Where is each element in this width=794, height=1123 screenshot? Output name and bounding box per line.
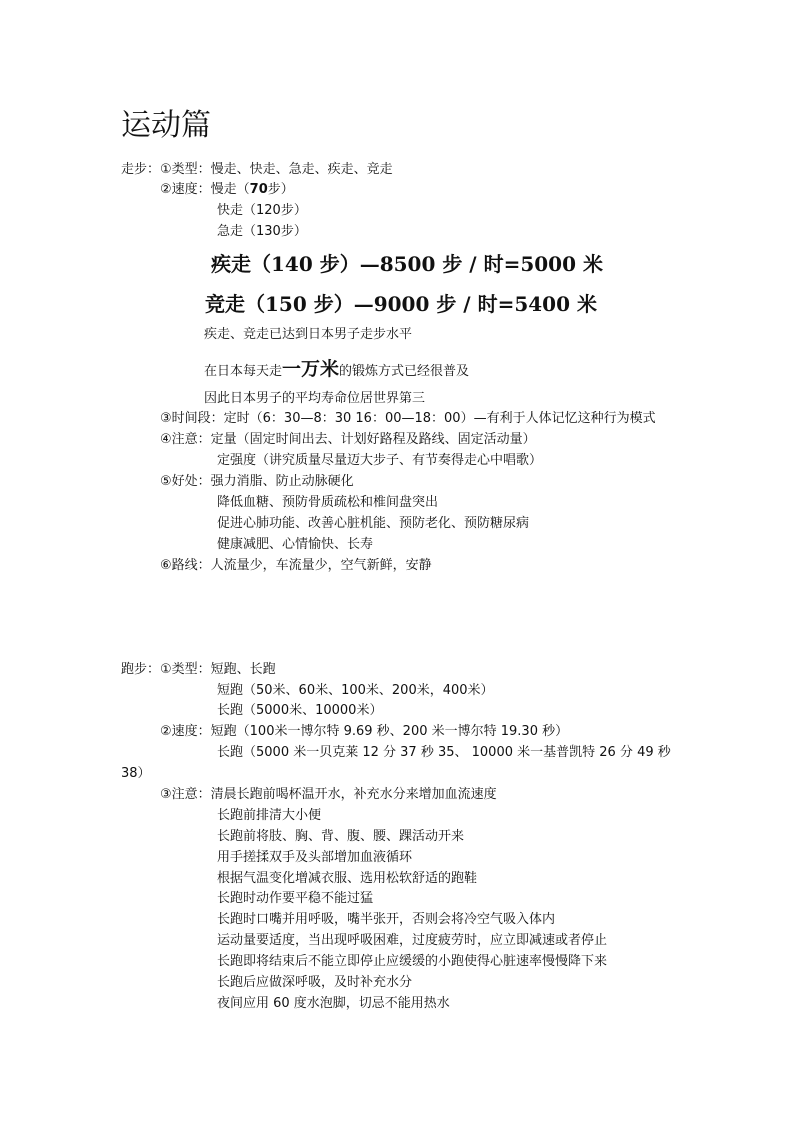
running-type-line [121, 660, 276, 680]
running-note: 运动量要适度，当出现呼吸困难，过度疲劳时，应立即减速或者停止 [217, 933, 608, 948]
walking-time-period: ③时间段：定时（6：30—8：30 16：00—18：00）—有利于人体记忆这种行为模式 [160, 411, 656, 426]
walking-route: ⑥路线：人流量少，车流量少，空气新鲜，安静 [160, 558, 432, 573]
walking-note-2 [204, 354, 469, 387]
running-long-def: 长跑（5000米、10000米） [217, 703, 383, 718]
running-note: 长跑前将肢、胸、背、腹、腰、踝活动开来 [217, 829, 465, 844]
walking-benefit-4: 健康减肥、心情愉快、长寿 [217, 537, 374, 552]
walking-attention-2: 定强度（讲究质量尽量迈大步子、有节奏得走心中唱歌） [217, 453, 543, 468]
running-speed-2-wrap: 38） [121, 766, 151, 781]
walking-note-2-pre: 在日本每天走 [204, 364, 283, 379]
walking-note-2-emph: 一万米 [282, 358, 340, 380]
walking-type-line [121, 160, 393, 180]
walking-note-2-post: 的锻炼方式已经很普及 [339, 364, 470, 379]
walking-note-1: 疾走、竞走已达到日本男子走步水平 [204, 327, 413, 342]
running-speed-2: 长跑（5000 米一贝克莱 12 分 37 秒 35、 10000 米一基普凯特 26 分 49 秒 [217, 745, 671, 760]
walking-brisk-highlight: 疾走（140 步）—8500 步 / 时=5000 米 [211, 252, 603, 276]
running-note: 夜间应用 60 度水泡脚，切忌不能用热水 [217, 996, 450, 1011]
walking-speed-slow-pre: 慢走（ [210, 182, 250, 197]
running-note: 根据气温变化增减衣服、选用松软舒适的跑鞋 [217, 871, 478, 886]
walking-speed-slow-num: 70 [249, 182, 268, 197]
running-type: ①类型：短跑、长跑 [160, 662, 276, 677]
running-lead: 跑步： [121, 662, 161, 677]
running-note: 长跑时动作要平稳不能过猛 [217, 891, 374, 906]
running-short-def: 短跑（50米、60米、100米、200米，400米） [217, 683, 494, 698]
walking-lead: 走步： [121, 162, 161, 177]
walking-speed-hurry: 急走（130步） [217, 224, 307, 239]
walking-speed-label: ②速度： [160, 182, 211, 197]
walking-speed-slow [160, 180, 294, 200]
walking-type: ①类型：慢走、快走、急走、疾走、竞走 [160, 162, 393, 177]
running-note: 长跑即将结束后不能立即停止应缓缓的小跑使得心脏速率慢慢降下来 [217, 954, 608, 969]
running-note: 长跑后应做深呼吸，及时补充水分 [217, 975, 413, 990]
walking-race-highlight: 竞走（150 步）—9000 步 / 时=5400 米 [205, 292, 597, 316]
running-speed-1: ②速度：短跑（100米一博尔特 9.69 秒、200 米一博尔特 19.30 秒） [160, 724, 569, 739]
walking-benefit-3: 促进心肺功能、改善心脏机能、预防老化、预防糖尿病 [217, 516, 530, 531]
walking-benefit-2: 降低血糖、预防骨质疏松和椎间盘突出 [217, 495, 439, 510]
running-note: 长跑时口嘴并用呼吸，嘴半张开，否则会将冷空气吸入体内 [217, 912, 556, 927]
running-note: 长跑前排清大小便 [217, 808, 322, 823]
walking-speed-slow-post: 步） [267, 182, 294, 197]
walking-note-3: 因此日本男子的平均寿命位居世界第三 [204, 391, 426, 406]
walking-attention-1: ④注意：定量（固定时间出去、计划好路程及路线、固定活动量） [160, 432, 536, 447]
running-note: 用手搓揉双手及头部增加血液循环 [217, 850, 413, 865]
walking-benefit-1: ⑤好处：强力消脂、防止动脉硬化 [160, 474, 354, 489]
page-title: 运动篇 [121, 108, 211, 143]
running-attention-lead: ③注意：清晨长跑前喝杯温开水，补充水分来增加血流速度 [160, 787, 497, 802]
walking-speed-fast: 快走（120步） [217, 203, 307, 218]
